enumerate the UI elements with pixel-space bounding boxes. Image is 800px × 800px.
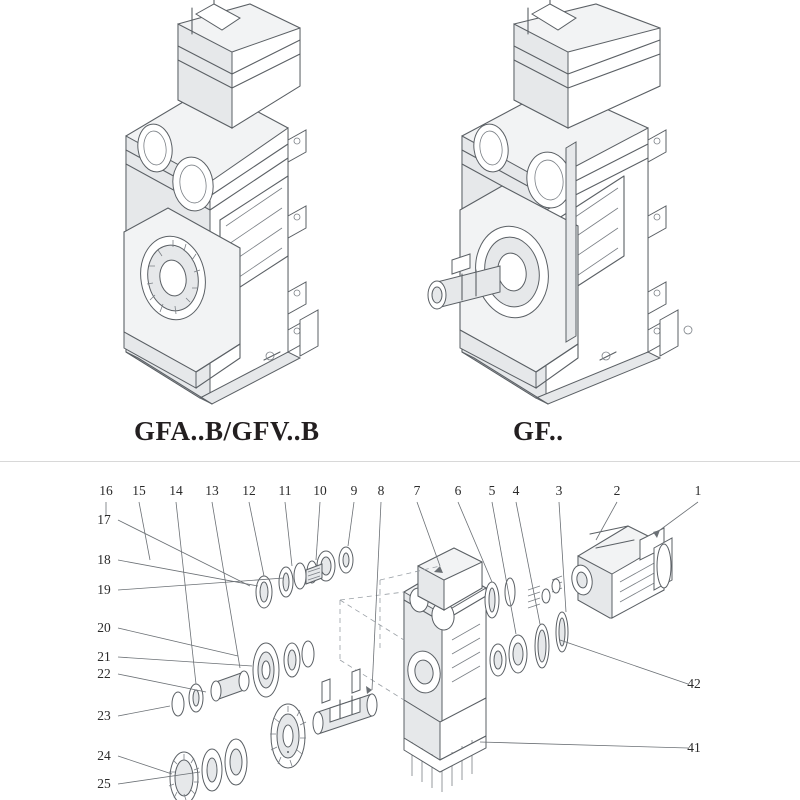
callout-41: 41 bbox=[687, 740, 701, 755]
callout-13: 13 bbox=[205, 483, 219, 498]
callout-7: 7 bbox=[413, 483, 421, 498]
exploded-motor-assembly bbox=[570, 526, 672, 618]
callout-19: 19 bbox=[97, 582, 111, 597]
callout-22: 22 bbox=[97, 666, 111, 681]
callout-14: 14 bbox=[169, 483, 183, 498]
callout-10: 10 bbox=[313, 483, 327, 498]
exploded-output-shaft-group bbox=[270, 669, 377, 768]
exploded-bottom-group bbox=[169, 739, 289, 800]
callout-12: 12 bbox=[242, 483, 256, 498]
gear-unit-solid-shaft-view bbox=[428, 0, 692, 404]
callout-21: 21 bbox=[97, 649, 111, 664]
callout-20: 20 bbox=[97, 620, 111, 635]
caption-right: GF.. bbox=[513, 416, 564, 446]
callout-8: 8 bbox=[377, 483, 385, 498]
exploded-input-shaft-group bbox=[256, 547, 353, 608]
callout-17: 17 bbox=[97, 512, 111, 527]
exploded-assembly-graphics bbox=[106, 502, 698, 800]
callout-18: 18 bbox=[97, 552, 111, 567]
callout-3: 3 bbox=[555, 483, 563, 498]
callout-6: 6 bbox=[454, 483, 462, 498]
callout-5: 5 bbox=[488, 483, 496, 498]
callout-1: 1 bbox=[694, 483, 702, 498]
callout-16: 16 bbox=[99, 483, 113, 498]
exploded-bearing-rings-right bbox=[485, 576, 568, 676]
exploded-housing bbox=[404, 548, 486, 792]
callout-42: 42 bbox=[687, 676, 701, 691]
callout-2: 2 bbox=[613, 483, 621, 498]
caption-left: GFA..B/GFV..B bbox=[134, 416, 320, 446]
callout-9: 9 bbox=[350, 483, 358, 498]
callout-23: 23 bbox=[97, 708, 111, 723]
gear-unit-hollow-shaft-view bbox=[124, 0, 318, 404]
callout-11: 11 bbox=[278, 483, 292, 498]
callout-4: 4 bbox=[512, 483, 520, 498]
callout-15: 15 bbox=[132, 483, 146, 498]
callout-24: 24 bbox=[97, 748, 111, 763]
callout-25: 25 bbox=[97, 776, 111, 791]
